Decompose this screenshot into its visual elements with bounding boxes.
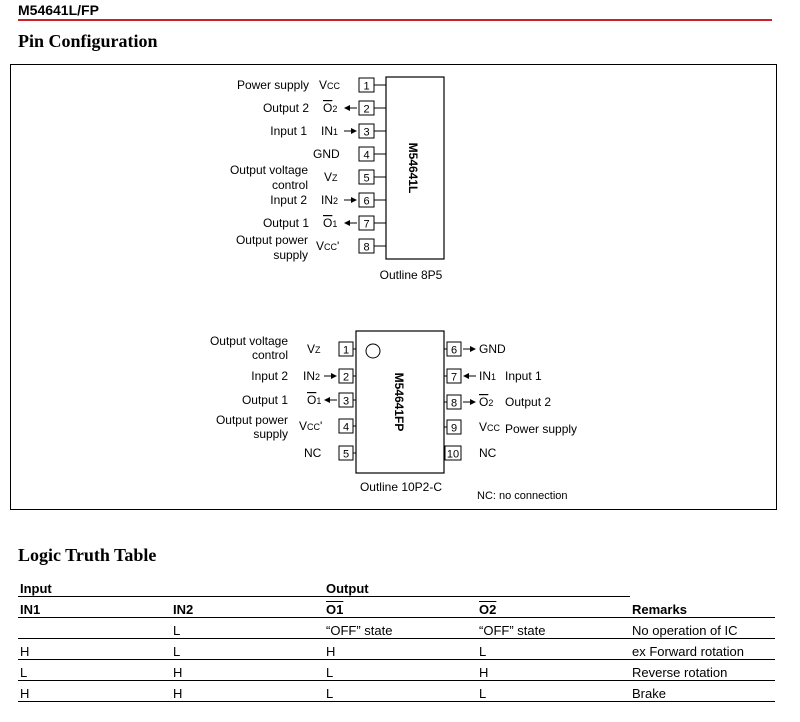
svg-text:6: 6 <box>363 195 370 208</box>
table-row: L “OFF” state “OFF” state No operation of IC <box>18 618 775 639</box>
svg-text:8: 8 <box>363 241 370 254</box>
ic2-pin-9-label: Power supply <box>505 422 578 436</box>
svg-text:2: 2 <box>342 371 350 384</box>
svg-text:1: 1 <box>363 80 370 93</box>
svg-text:4: 4 <box>363 149 370 162</box>
ic1-pin-7 <box>263 216 386 231</box>
ic2-pin-1-symbol: VZ <box>307 342 321 356</box>
ic1-pin-1-label: Power supply <box>236 78 309 92</box>
ic2-pin-2-symbol: IN2 <box>303 369 321 383</box>
ic2-pin-7-symbol: IN1 <box>479 369 497 383</box>
input-group-header: Input <box>18 576 324 597</box>
ic2-pin-10 <box>444 446 497 461</box>
ic1-pin-3 <box>270 124 386 139</box>
svg-text:7: 7 <box>363 218 370 231</box>
ic1-pin-6 <box>270 193 386 208</box>
svg-text:5: 5 <box>342 448 350 461</box>
ic1-pin-8-label-line2: supply <box>273 248 308 262</box>
ic2-pin-9-symbol: VCC <box>479 420 501 434</box>
col-header-remarks: Remarks <box>630 597 775 618</box>
ic2-pin-3-label: Output 1 <box>241 393 288 407</box>
svg-text:2: 2 <box>363 103 370 116</box>
svg-text:3: 3 <box>342 395 350 408</box>
table-row: L H L H Reverse rotation <box>18 660 775 681</box>
col-header-o2: O2 <box>477 597 630 618</box>
pin-configuration-heading: Pin Configuration <box>18 31 158 51</box>
table-row: H L H L ex Forward rotation <box>18 639 775 660</box>
svg-text:1: 1 <box>342 344 350 357</box>
ic2-pin-3 <box>242 393 356 408</box>
ic1-pin-5-label-line1: Output voltage <box>229 163 308 177</box>
ic2-pin-1 <box>210 334 356 362</box>
ic2-pin-7-label: Input 1 <box>505 369 542 383</box>
ic1-pin-5-symbol: VZ <box>324 170 338 184</box>
pin-diagram <box>11 65 776 509</box>
ic2-pin-4-label-line2: supply <box>253 427 288 441</box>
ic2-pin1-indicator <box>366 344 380 358</box>
output-group-header: Output <box>324 576 630 597</box>
ic2-pin-10-symbol: NC <box>479 446 497 460</box>
ic1-pin-8-symbol: VCC' <box>316 239 340 253</box>
ic2-pin-6 <box>444 342 506 357</box>
ic1-pin-8-label-line1: Output power <box>235 233 308 247</box>
ic1-pin-8 <box>236 233 386 262</box>
ic2-pin-3-symbol: O1 <box>307 393 322 407</box>
col-header-o1: O1 <box>324 597 477 618</box>
ic1-pin-1 <box>237 78 386 93</box>
table-row: H H L L Brake <box>18 681 775 702</box>
truth-table-header-row <box>18 597 775 618</box>
ic1-pin-6-label: Input 2 <box>270 193 307 207</box>
ic1-name: M54641L <box>406 142 420 194</box>
ic1-pin-2 <box>263 101 386 116</box>
svg-text:10: 10 <box>446 448 460 461</box>
ic1-pin-4 <box>313 147 386 162</box>
ic1-pin-4-symbol: GND <box>313 147 340 161</box>
svg-text:4: 4 <box>342 421 350 434</box>
ic2-pin-8 <box>444 395 551 410</box>
ic2-pin-8-symbol: O2 <box>479 395 494 409</box>
ic2-pin-5-symbol: NC <box>304 446 322 460</box>
header-rule <box>18 19 772 21</box>
svg-text:8: 8 <box>450 397 458 410</box>
ic2-pin-4-symbol: VCC' <box>299 419 323 433</box>
truth-table-group-row <box>18 576 775 597</box>
svg-text:3: 3 <box>363 126 370 139</box>
svg-text:9: 9 <box>450 422 458 435</box>
ic2-pin-4 <box>216 413 356 441</box>
document-header-title: M54641L/FP <box>18 2 99 18</box>
ic2-pin-9 <box>444 420 577 436</box>
nc-note: NC: no connection <box>477 490 568 502</box>
svg-text:6: 6 <box>450 344 458 357</box>
ic2-pin-5 <box>304 446 356 461</box>
ic2-outline-label: Outline 10P2-C <box>359 480 443 494</box>
logic-truth-table-heading: Logic Truth Table <box>18 545 157 565</box>
ic2-pin-4-label-line1: Output power <box>215 413 288 427</box>
ic1-pin-3-label: Input 1 <box>270 124 307 138</box>
ic2-pin-8-label: Output 2 <box>505 395 552 409</box>
ic2-pin-7 <box>444 369 542 384</box>
ic2-pin-2-label: Input 2 <box>251 369 288 383</box>
pin-configuration-frame <box>10 64 777 510</box>
ic1-pin-5-label-line2: control <box>271 178 308 192</box>
ic1-pin-3-symbol: IN1 <box>321 124 339 138</box>
ic2-pin-2 <box>251 369 356 384</box>
ic1-pin-1-symbol: VCC <box>319 78 341 92</box>
ic1-outline-label: Outline 8P5 <box>379 268 443 282</box>
svg-text:5: 5 <box>363 172 370 185</box>
ic2-pin-6-symbol: GND <box>479 342 506 356</box>
ic1-pin-2-label: Output 2 <box>262 101 309 115</box>
ic1-pin-5 <box>230 163 386 192</box>
svg-text:7: 7 <box>450 371 458 384</box>
col-header-in1: IN1 <box>18 597 171 618</box>
ic1-pin-2-symbol: O2 <box>323 101 338 115</box>
ic1-pin-7-symbol: O1 <box>323 216 338 230</box>
ic1-pin-6-symbol: IN2 <box>321 193 339 207</box>
col-header-in2: IN2 <box>171 597 324 618</box>
logic-truth-table <box>18 576 775 702</box>
ic1-pin-7-label: Output 1 <box>262 216 309 230</box>
ic2-pin-1-label-line1: Output voltage <box>209 334 288 348</box>
ic2-name: M54641FP <box>392 372 406 432</box>
ic2-pin-1-label-line2: control <box>251 348 288 362</box>
